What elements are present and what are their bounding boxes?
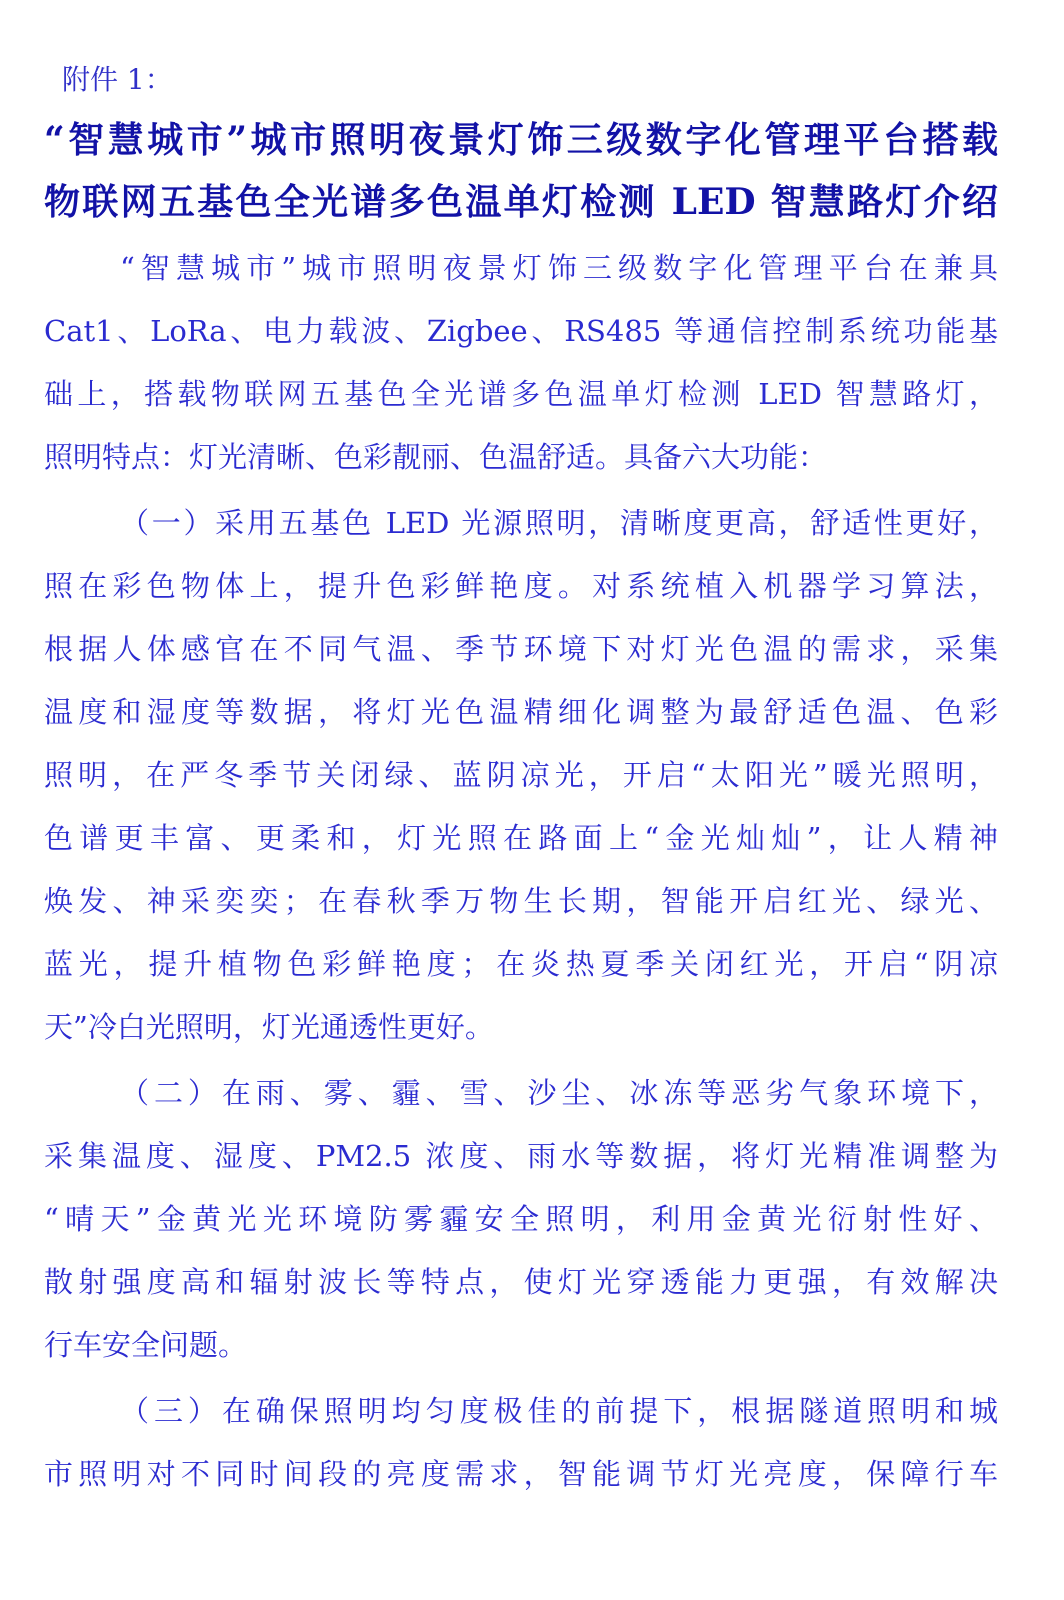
text-line: 照明，在严冬季节关闭绿、蓝阴凉光，开启“太阳光”暖光照明， — [44, 758, 998, 792]
text-line: 市照明对不同时间段的亮度需求，智能调节灯光亮度，保障行车 — [44, 1457, 998, 1491]
text-line: “晴天”金黄光光环境防雾霾安全照明，利用金黄光衍射性好、 — [44, 1202, 998, 1236]
text-line: （二）在雨、雾、霾、雪、沙尘、冰冻等恶劣气象环境下， — [120, 1076, 998, 1110]
document-body — [44, 246, 998, 1515]
text-line: 行车安全问题。 — [44, 1328, 248, 1362]
document-title-line-1: “智慧城市”城市照明夜景灯饰三级数字化管理平台搭载 — [44, 119, 998, 161]
text-line: 础上，搭载物联网五基色全光谱多色温单灯检测 LED 智慧路灯， — [44, 377, 998, 411]
text-line: （一）采用五基色 LED 光源照明，清晰度更高，舒适性更好， — [120, 506, 998, 540]
text-line: 温度和湿度等数据，将灯光色温精细化调整为最舒适色温、色彩 — [44, 695, 998, 729]
text-line: 照在彩色物体上，提升色彩鲜艳度。对系统植入机器学习算法， — [44, 569, 998, 603]
text-line: 根据人体感官在不同气温、季节环境下对灯光色温的需求，采集 — [44, 632, 998, 666]
text-line: Cat1、LoRa、电力载波、Zigbee、RS485 等通信控制系统功能基 — [44, 314, 998, 348]
attachment-label: 附件 1： — [62, 63, 173, 96]
paragraph — [44, 246, 998, 498]
text-line: 天”冷白光照明，灯光通透性更好。 — [44, 1010, 494, 1044]
text-line: 散射强度高和辐射波长等特点，使灯光穿透能力更强，有效解决 — [44, 1265, 998, 1299]
text-line: 照明特点：灯光清晰、色彩靓丽、色温舒适。具备六大功能： — [44, 440, 828, 474]
paragraph — [44, 1071, 998, 1386]
text-line: 蓝光，提升植物色彩鲜艳度；在炎热夏季关闭红光，开启“阴凉 — [44, 947, 998, 981]
document-title-line-2: 物联网五基色全光谱多色温单灯检测 LED 智慧路灯介绍 — [44, 181, 998, 223]
text-line: （三）在确保照明均匀度极佳的前提下，根据隧道照明和城 — [120, 1394, 998, 1428]
text-line: “智慧城市”城市照明夜景灯饰三级数字化管理平台在兼具 — [120, 251, 998, 285]
text-line: 色谱更丰富、更柔和，灯光照在路面上“金光灿灿”，让人精神 — [44, 821, 998, 855]
paragraph — [44, 501, 998, 1068]
paragraph — [44, 1389, 998, 1515]
text-line: 焕发、神采奕奕；在春秋季万物生长期，智能开启红光、绿光、 — [44, 884, 998, 918]
text-line: 采集温度、湿度、PM2.5 浓度、雨水等数据，将灯光精准调整为 — [44, 1139, 998, 1173]
